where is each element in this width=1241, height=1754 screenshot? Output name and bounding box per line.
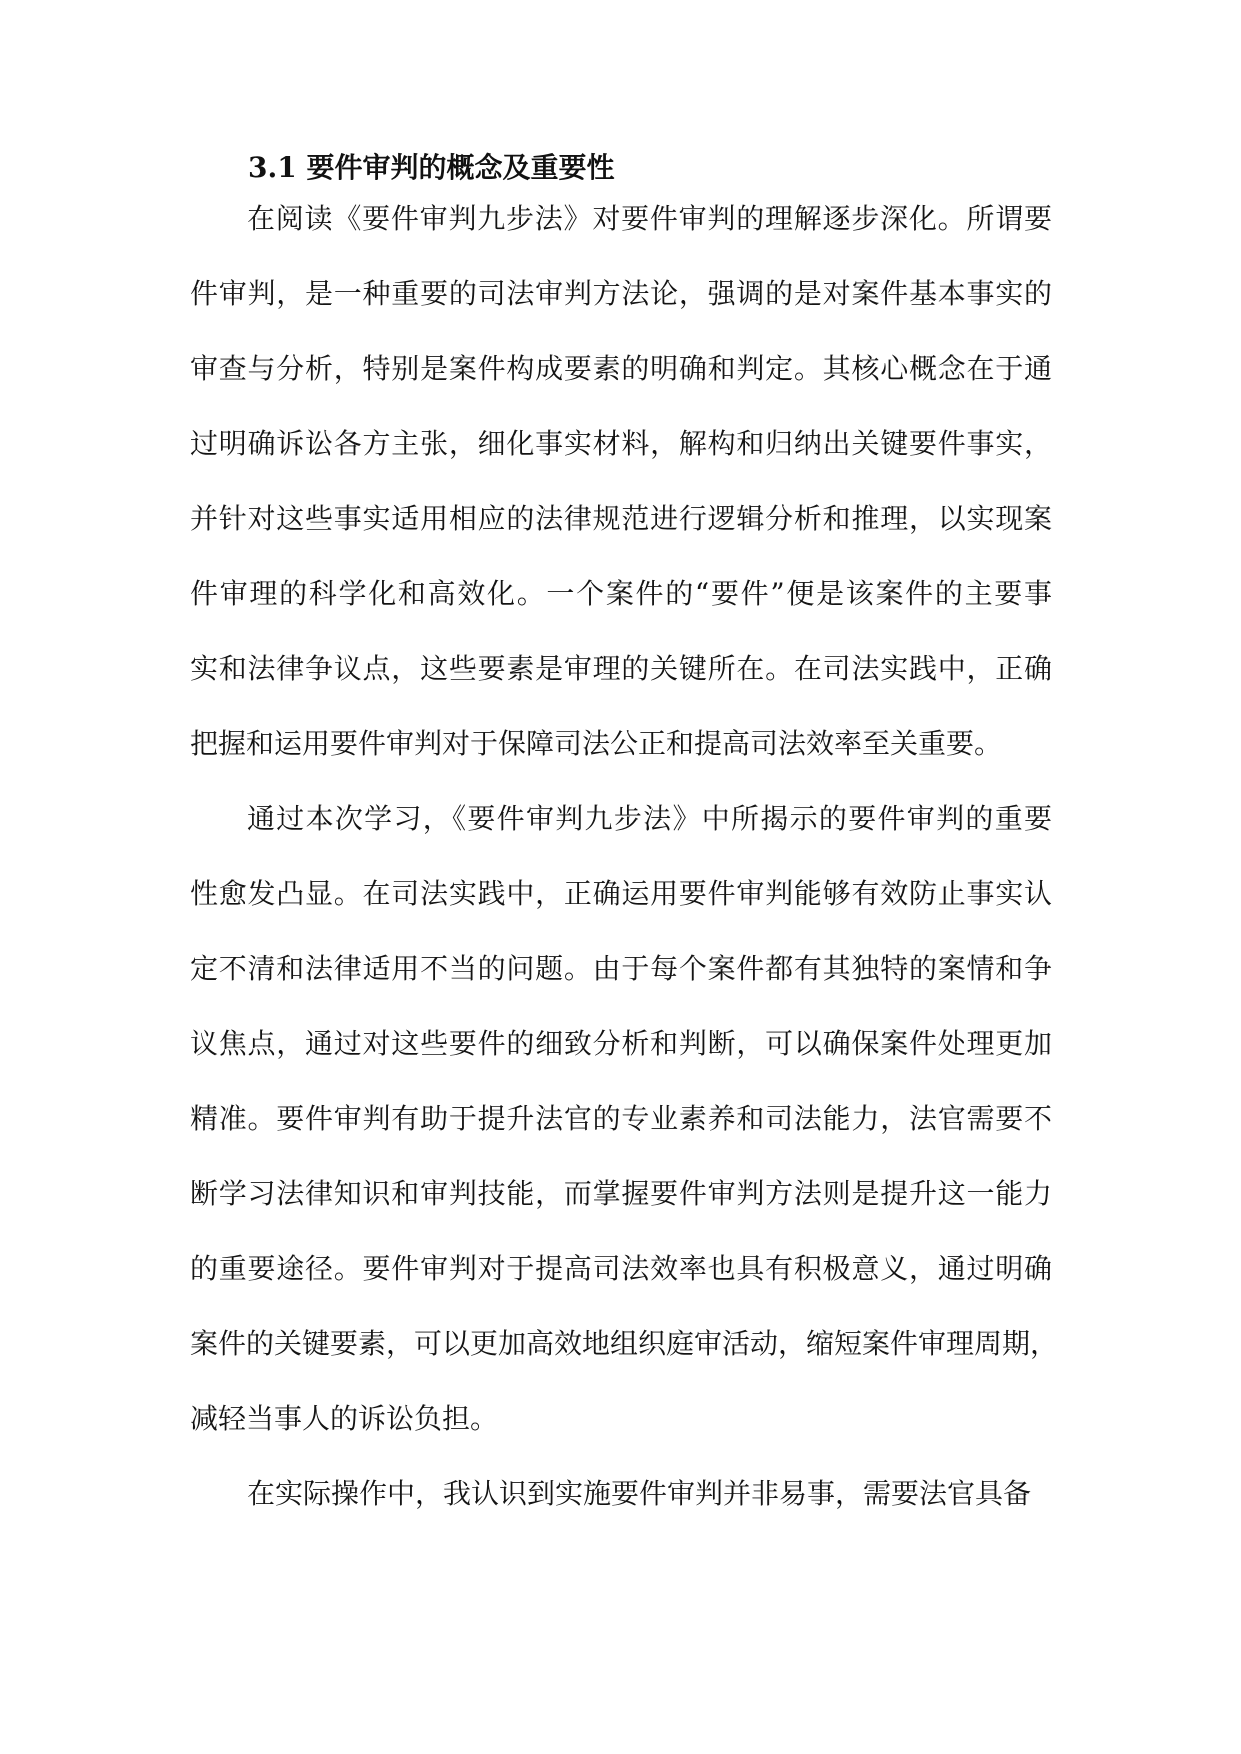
paragraph-3 [190, 1456, 1052, 1531]
paragraph-line: 的重要途径。要件审判对于提高司法效率也具有积极意义，通过明确 [190, 1252, 1052, 1285]
paragraph-line: 在实际操作中，我认识到实施要件审判并非易事，需要法官具备 [247, 1477, 1032, 1510]
paragraph-line: 案件的关键要素，可以更加高效地组织庭审活动，缩短案件审理周期， [190, 1327, 1059, 1360]
paragraph-line: 把握和运用要件审判对于保障司法公正和提高司法效率至关重要。 [190, 727, 1003, 760]
paragraph-line: 定不清和法律适用不当的问题。由于每个案件都有其独特的案情和争 [190, 952, 1052, 985]
paragraph-line: 断学习法律知识和审判技能，而掌握要件审判方法则是提升这一能力 [190, 1177, 1052, 1210]
paragraph-line: 精准。要件审判有助于提升法官的专业素养和司法能力，法官需要不 [190, 1102, 1052, 1135]
paragraph-line: 减轻当事人的诉讼负担。 [190, 1402, 499, 1435]
section-heading: 3.1 要件审判的概念及重要性 [248, 151, 615, 184]
paragraph-1 [190, 181, 1052, 781]
paragraph-2 [190, 781, 1059, 1456]
paragraph-line: 性愈发凸显。在司法实践中，正确运用要件审判能够有效防止事实认 [190, 877, 1052, 910]
paragraph-line: 过明确诉讼各方主张，细化事实材料，解构和归纳出关键要件事实， [190, 427, 1052, 460]
paragraph-line: 件审判，是一种重要的司法审判方法论，强调的是对案件基本事实的 [190, 277, 1052, 310]
paragraph-line: 在阅读《要件审判九步法》对要件审判的理解逐步深化。所谓要 [247, 202, 1052, 235]
paragraph-line: 通过本次学习，《要件审判九步法》中所揭示的要件审判的重要 [247, 802, 1052, 835]
paragraph-line: 审查与分析，特别是案件构成要素的明确和判定。其核心概念在于通 [190, 352, 1052, 385]
paragraph-line: 并针对这些事实适用相应的法律规范进行逻辑分析和推理，以实现案 [190, 502, 1052, 535]
paragraph-line: 议焦点，通过对这些要件的细致分析和判断，可以确保案件处理更加 [190, 1027, 1052, 1060]
paragraph-line: 件审理的科学化和高效化。一个案件的“要件”便是该案件的主要事 [190, 577, 1052, 610]
paragraph-line: 实和法律争议点，这些要素是审理的关键所在。在司法实践中，正确 [190, 652, 1052, 685]
